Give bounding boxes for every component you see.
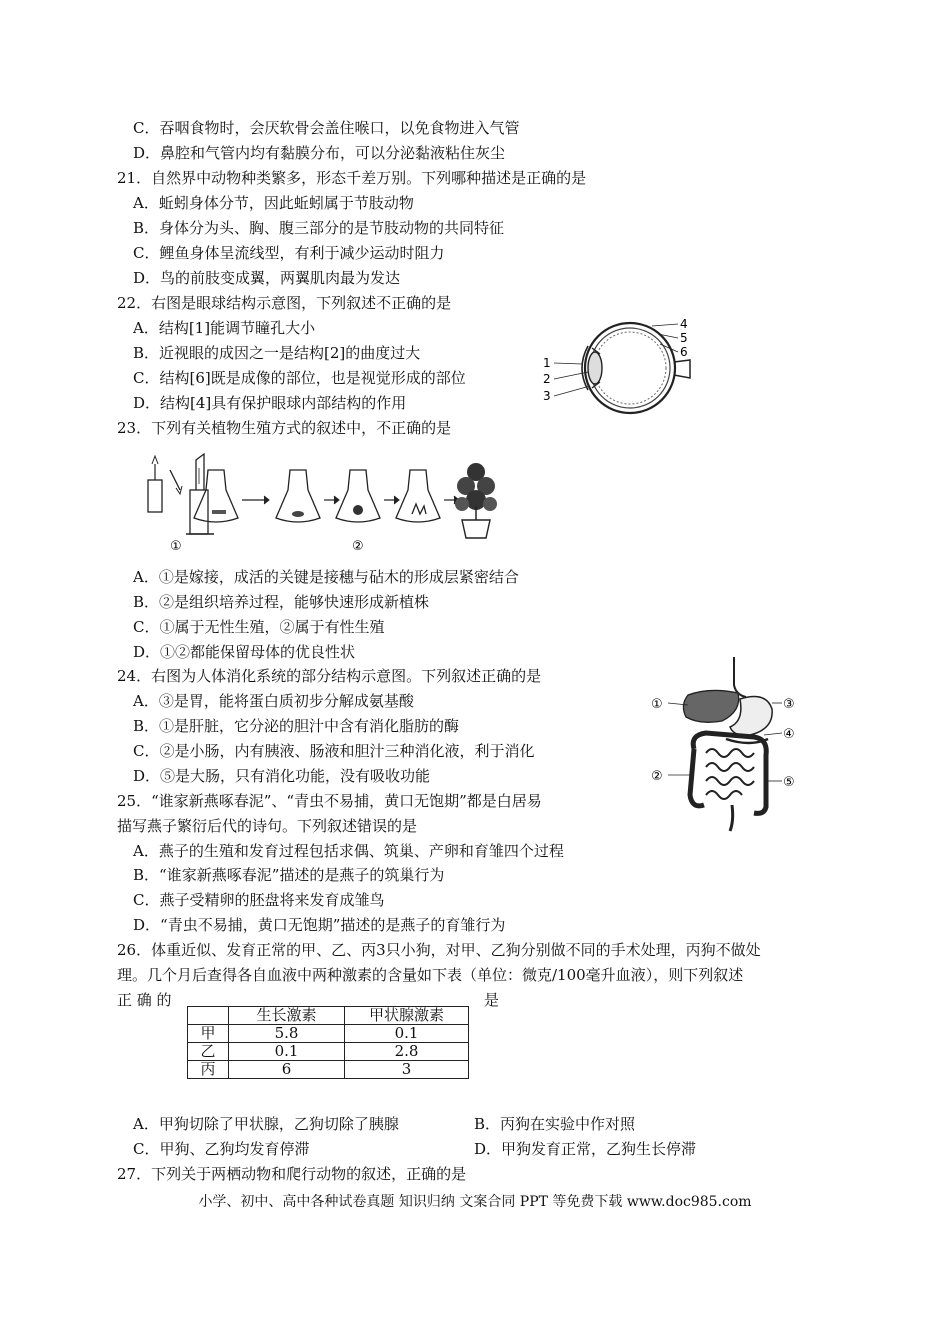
table-cell: 0.1: [229, 1043, 345, 1061]
q25-stem: 25．“谁家新燕啄春泥”、“青虫不易捕，黄口无饱期”都是白居易: [117, 792, 542, 810]
q26-option-c: C．甲狗、乙狗均发育停滞: [133, 1140, 310, 1158]
large-intestine: [693, 733, 766, 813]
eye-structure-diagram: [540, 312, 705, 420]
q23-option-a: A．①是嫁接，成活的关键是接穗与砧木的形成层紧密结合: [133, 568, 519, 586]
small-intestine: [706, 749, 754, 799]
tissue-culture-figure: [194, 470, 459, 554]
digest-label-4: ④: [783, 727, 795, 742]
q23-option-d: D．①②都能保留母体的优良性状: [133, 643, 356, 661]
q21-option-a: A．蚯蚓身体分节，因此蚯蚓属于节肢动物: [133, 194, 414, 212]
q21-option-d: D．鸟的前肢变成翼，两翼肌肉最为发达: [133, 269, 401, 287]
q26-stem-left: 正 确 的: [117, 991, 172, 1009]
eye-label-4: 4: [680, 317, 688, 331]
eye-label-6: 6: [680, 345, 688, 359]
table-header-cell: 甲状腺激素: [345, 1007, 469, 1025]
q21-stem: 21．自然界中动物种类繁多，形态千差万别。下列哪种描述是正确的是: [117, 169, 587, 187]
q24-option-c: C．②是小肠，内有胰液、肠液和胆汁三种消化液，利于消化: [133, 742, 535, 760]
table-header-cell: 生长激素: [229, 1007, 345, 1025]
table-row: [188, 1025, 469, 1043]
table-cell: 甲: [188, 1025, 229, 1043]
table-header-row: [188, 1007, 469, 1025]
eye-lens: [588, 352, 602, 384]
potted-plant-figure: [455, 463, 497, 538]
q21-option-b: B．身体分为头、胸、腹三部分的是节肢动物的共同特征: [133, 219, 505, 237]
eye-optic-nerve: [674, 360, 690, 378]
q21-option-c: C．鲤鱼身体呈流线型，有利于减少运动时阻力: [133, 244, 445, 262]
q25-stem-cont: 描写燕子繁衍后代的诗句。下列叙述错误的是: [117, 817, 418, 835]
q26-option-b: B．丙狗在实验中作对照: [474, 1115, 636, 1133]
q26-stem-cont: 理。几个月后查得各自血液中两种激素的含量如下表（单位：微克/100毫升血液），则下列叙述: [117, 966, 744, 984]
table-row: [188, 1061, 469, 1079]
table-cell: 0.1: [345, 1025, 469, 1043]
q22-option-d: D．结构[4]具有保护眼球内部结构的作用: [133, 394, 407, 412]
q23-stem: 23．下列有关植物生殖方式的叙述中，不正确的是: [117, 419, 452, 437]
table-header-cell: [188, 1007, 229, 1025]
table-cell: 乙: [188, 1043, 229, 1061]
q22-option-a: A．结构[1]能调节瞳孔大小: [133, 319, 316, 337]
q26-stem-right: 是: [484, 991, 500, 1009]
plant-reproduction-diagram: [140, 450, 495, 555]
q22-option-c: C．结构[6]既是成像的部位，也是视觉形成的部位: [133, 369, 466, 387]
eye-label-1: 1: [543, 356, 551, 370]
liver: [683, 690, 738, 722]
q22-option-b: B．近视眼的成因之一是结构[2]的曲度过大: [133, 344, 421, 362]
q26-option-a: A．甲狗切除了甲状腺，乙狗切除了胰腺: [133, 1115, 399, 1133]
table-cell: 3: [345, 1061, 469, 1079]
eye-label-5: 5: [680, 331, 688, 345]
esophagus: [734, 657, 746, 697]
q25-option-d: D．“青虫不易捕，黄口无饱期”描述的是燕子的育雏行为: [133, 916, 506, 934]
table-cell: 5.8: [229, 1025, 345, 1043]
q25-option-b: B．“谁家新燕啄春泥”描述的是燕子的筑巢行为: [133, 866, 445, 884]
table-cell: 6: [229, 1061, 345, 1079]
digest-label-2: ②: [651, 769, 663, 784]
table-cell: 2.8: [345, 1043, 469, 1061]
eye-label-2: 2: [543, 372, 551, 386]
digest-label-1: ①: [651, 697, 663, 712]
q24-option-a: A．③是胃，能将蛋白质初步分解成氨基酸: [133, 692, 414, 710]
q26-option-d: D．甲狗发育正常，乙狗生长停滞: [474, 1140, 697, 1158]
q25-option-c: C．燕子受精卵的胚盘将来发育成雏鸟: [133, 891, 385, 909]
digestive-system-diagram: [650, 655, 800, 833]
q20-option-d: D．鼻腔和气管内均有黏膜分布，可以分泌黏液粘住灰尘: [133, 144, 506, 162]
digest-label-3: ③: [783, 697, 795, 712]
q24-option-b: B．①是肝脏，它分泌的胆汁中含有消化脂肪的酶: [133, 717, 460, 735]
eye-retina: [594, 332, 666, 404]
hormone-table: [187, 1006, 469, 1079]
q24-option-d: D．⑤是大肠，只有消化功能，没有吸收功能: [133, 767, 431, 785]
table-cell: 丙: [188, 1061, 229, 1079]
digest-label-5: ⑤: [783, 775, 795, 790]
eye-label-3: 3: [543, 389, 551, 403]
q27-stem: 27．下列关于两栖动物和爬行动物的叙述，正确的是: [117, 1165, 467, 1183]
q25-option-a: A．燕子的生殖和发育过程包括求偶、筑巢、产卵和育雏四个过程: [133, 842, 564, 860]
rectum: [730, 805, 733, 831]
q22-stem: 22．右图是眼球结构示意图，下列叙述不正确的是: [117, 294, 452, 312]
plant-label-2: ②: [352, 539, 364, 554]
q23-option-c: C．①属于无性生殖，②属于有性生殖: [133, 618, 385, 636]
plant-label-1: ①: [170, 539, 182, 554]
q26-stem: 26．体重近似、发育正常的甲、乙、丙3只小狗，对甲、乙狗分别做不同的手术处理，丙狗不做处: [117, 941, 761, 959]
q20-option-c: C．吞咽食物时，会厌软骨会盖住喉口，以免食物进入气管: [133, 119, 520, 137]
table-row: [188, 1043, 469, 1061]
page-footer: 小学、初中、高中各种试卷真题 知识归纳 文案合同 PPT 等免费下载 www.doc985.com: [198, 1194, 752, 1210]
q23-option-b: B．②是组织培养过程，能够快速形成新植株: [133, 593, 430, 611]
grafting-figure: [148, 454, 214, 554]
q24-stem: 24．右图为人体消化系统的部分结构示意图。下列叙述正确的是: [117, 667, 542, 685]
